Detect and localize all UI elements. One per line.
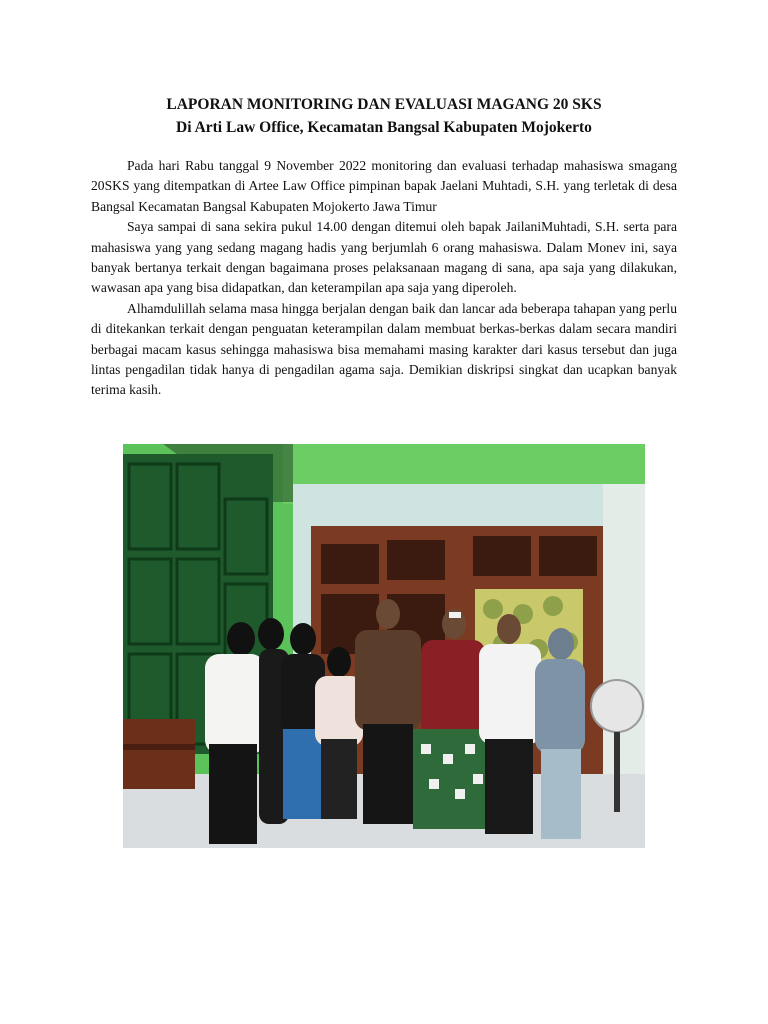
paragraph-3: Alhamdulillah selama masa hingga berjalan dengan baik dan lancar ada beberapa tahapan yang perlu di ditekankan terkait dengan penguatan keterampilan dalam membuat berkas-berkas dalam secara mandiri berbagai macam kasus sehingga mahasiswa bisa memahami masing karakter dari kasus tersebut dan juga lintas pengadilan tidak hanya di pengadilan agama saja. Demikian diskripsi singkat dan ucapkan banyak terima kasih. [91,300,677,398]
report-title: LAPORAN MONITORING DAN EVALUASI MAGANG 20 SKS [166,96,602,113]
paragraph-2: Saya sampai di sana sekira pukul 14.00 dengan ditemui oleh bapak JailaniMuhtadi, S.H. serta para mahasiswa yang yang sedang magang hadis yang berjumlah 6 orang mahasiswa. Dalam Monev ini, saya banyak bertanya terkait dengan bagaimana proses pelaksanaan magang di sana, apa saja yang dilakukan, wawasan apa yang bisa didapatkan, dan keterampilan apa saja yang diperoleh. [91,219,677,296]
paragraph-1: Pada hari Rabu tanggal 9 November 2022 monitoring dan evaluasi terhadap mahasiswa smagang 20SKS yang ditempatkan di Artee Law Office pimpinan bapak Jaelani Muhtadi, S.H. yang terletak di desa Bangsal Kecamatan Bangsal Kabupaten Mojokerto Jawa Timur [91,158,677,214]
group-photo-illustration [123,444,645,848]
report-subtitle: Di Arti Law Office, Kecamatan Bangsal Kabupaten Mojokerto [176,119,592,136]
report-body [91,156,677,401]
group-photo [123,444,645,848]
